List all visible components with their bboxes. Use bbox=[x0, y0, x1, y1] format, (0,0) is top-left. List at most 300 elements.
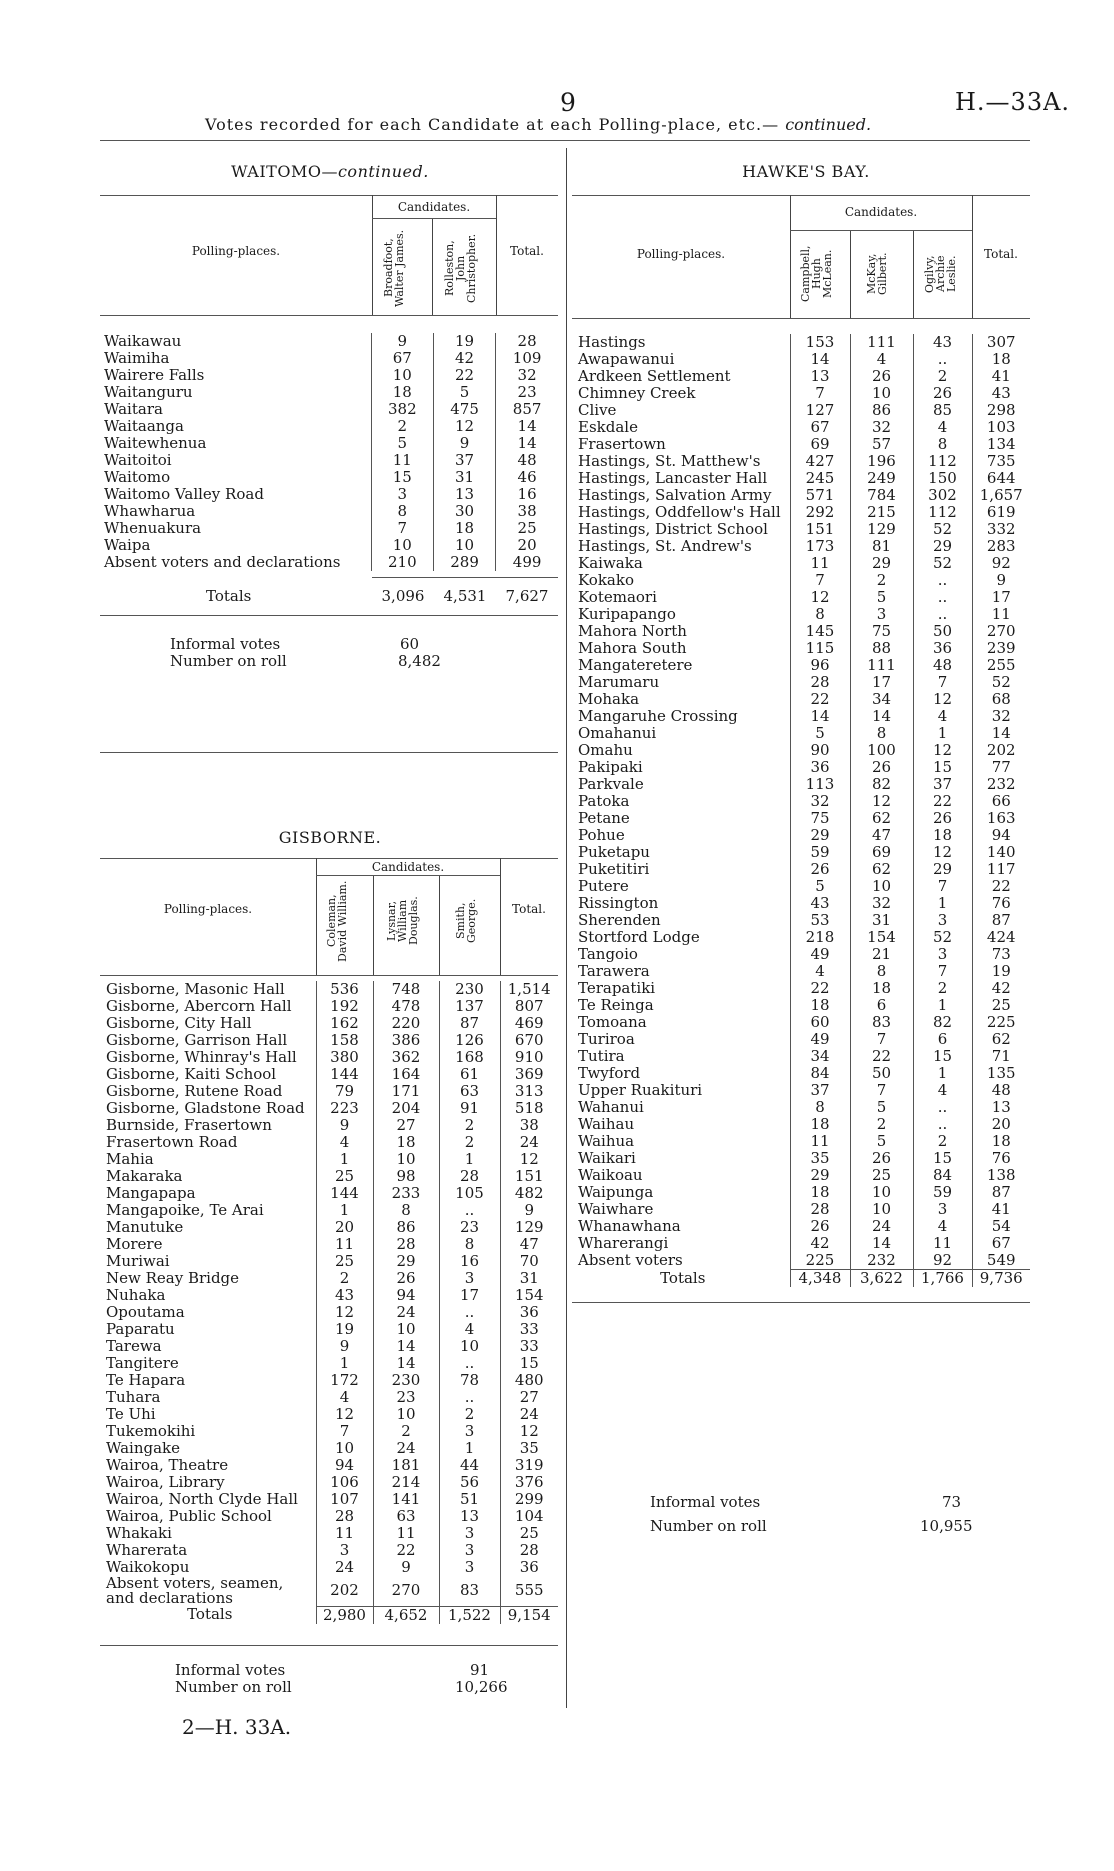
hawkes-place-name: Puketitiri bbox=[578, 860, 650, 878]
hawkes-votes-c1: 5 bbox=[790, 878, 850, 895]
gisborne-row-total: 807 bbox=[500, 998, 558, 1015]
gisborne-place-name: Wairoa, Theatre bbox=[106, 1456, 229, 1474]
gisborne-votes-c3: 56 bbox=[439, 1474, 500, 1491]
gisborne-votes-c3: .. bbox=[439, 1355, 500, 1372]
waitomo-votes-c2: 42 bbox=[433, 350, 495, 367]
waitomo-polling-label: Polling-places. bbox=[191, 244, 281, 258]
gisborne-votes-c3: 23 bbox=[439, 1219, 500, 1236]
hawkes-row-total: 117 bbox=[972, 861, 1030, 878]
waitomo-row-total: 32 bbox=[496, 367, 558, 384]
hawkes-place-name: Mangaruhe Crossing bbox=[578, 707, 738, 725]
table-row bbox=[102, 452, 558, 469]
gisborne-votes-c2: 171 bbox=[373, 1083, 439, 1100]
gisborne-votes-c2: 63 bbox=[373, 1508, 439, 1525]
hawkes-votes-c1: 7 bbox=[790, 385, 850, 402]
hawkes-place-name: Marumaru bbox=[578, 673, 660, 691]
hawkes-votes-c1: 245 bbox=[790, 470, 850, 487]
waitomo-place-name: Absent voters and declarations bbox=[104, 553, 341, 571]
table-row bbox=[576, 453, 1030, 470]
gisborne-votes-c2: 10 bbox=[373, 1406, 439, 1423]
table-row bbox=[576, 878, 1030, 895]
gisborne-votes-c1: 11 bbox=[316, 1236, 373, 1253]
gisborne-votes-c2: 11 bbox=[373, 1525, 439, 1542]
hawkes-row-total: 255 bbox=[972, 657, 1030, 674]
hawkes-votes-c2: 10 bbox=[850, 1184, 913, 1201]
table-row bbox=[104, 1542, 558, 1559]
hawkes-votes-c3: 3 bbox=[913, 946, 972, 963]
gisborne-votes-c3: 105 bbox=[439, 1185, 500, 1202]
table-row bbox=[576, 1082, 1030, 1099]
gisborne-place-name: Manutuke bbox=[106, 1218, 184, 1236]
gisborne-votes-c2: 24 bbox=[373, 1304, 439, 1321]
waitomo-place-name: Waitanguru bbox=[104, 383, 193, 401]
table-row bbox=[576, 368, 1030, 385]
hawkes-place-name: Tangoio bbox=[578, 945, 638, 963]
waitomo-row-total: 16 bbox=[496, 486, 558, 503]
hawkes-row-total: 735 bbox=[972, 453, 1030, 470]
gisborne-row-total: 15 bbox=[500, 1355, 558, 1372]
hawkes-votes-c1: 7 bbox=[790, 572, 850, 589]
hawkes-place-name: Terapatiki bbox=[578, 979, 656, 997]
table-row bbox=[104, 1083, 558, 1100]
hawkes-votes-c2: 24 bbox=[850, 1218, 913, 1235]
waitomo-votes-c1: 18 bbox=[371, 384, 433, 401]
table-row bbox=[102, 486, 558, 503]
table-row bbox=[104, 1066, 558, 1083]
hawkes-votes-c2: 12 bbox=[850, 793, 913, 810]
hawkes-votes-c3: 4 bbox=[913, 419, 972, 436]
gisborne-place-name: Tukemokihi bbox=[106, 1422, 196, 1440]
hawkes-row-total: 41 bbox=[972, 1201, 1030, 1218]
table-row bbox=[576, 1116, 1030, 1133]
gisborne-votes-c2: 14 bbox=[373, 1338, 439, 1355]
hawkes-row-total: 52 bbox=[972, 674, 1030, 691]
table-row bbox=[576, 861, 1030, 878]
gisborne-place-name: Gisborne, Gladstone Road bbox=[106, 1099, 305, 1117]
gisborne-votes-c1: 28 bbox=[316, 1508, 373, 1525]
gisborne-row-total: 469 bbox=[500, 1015, 558, 1032]
waitomo-header-bottom bbox=[100, 315, 558, 316]
gisborne-place-name: Gisborne, Whinray's Hall bbox=[106, 1048, 297, 1066]
table-row bbox=[104, 1134, 558, 1151]
hawkes-votes-c1: 5 bbox=[790, 725, 850, 742]
gisborne-totals-row bbox=[104, 1606, 558, 1624]
gisborne-votes-c3: 17 bbox=[439, 1287, 500, 1304]
hawkes-row-total: 232 bbox=[972, 776, 1030, 793]
hawkes-votes-c1: 90 bbox=[790, 742, 850, 759]
hawkes-place-name: Wahanui bbox=[578, 1098, 644, 1116]
hawkes-votes-c3: 1 bbox=[913, 725, 972, 742]
waitomo-votes-c1: 9 bbox=[371, 333, 433, 350]
gisborne-place-name: Mangapapa bbox=[106, 1184, 196, 1202]
waitomo-row-total: 38 bbox=[496, 503, 558, 520]
hawkes-informal-value: 73 bbox=[942, 1493, 962, 1511]
table-row bbox=[576, 1167, 1030, 1184]
waitomo-votes-c2: 22 bbox=[433, 367, 495, 384]
table-row bbox=[576, 776, 1030, 793]
gisborne-votes-c1: 12 bbox=[316, 1406, 373, 1423]
hawkes-votes-c1: 14 bbox=[790, 351, 850, 368]
hawkes-votes-c3: 112 bbox=[913, 504, 972, 521]
hawkes-votes-c2: 22 bbox=[850, 1048, 913, 1065]
table-row bbox=[576, 1184, 1030, 1201]
hawkes-votes-c3: 59 bbox=[913, 1184, 972, 1201]
hawkes-vl2 bbox=[850, 230, 851, 318]
hawkes-place-name: Petane bbox=[578, 809, 630, 827]
table-row bbox=[104, 1253, 558, 1270]
gisborne-votes-c1: 10 bbox=[316, 1440, 373, 1457]
hawkes-votes-c1: 59 bbox=[790, 844, 850, 861]
waitomo-header-top bbox=[100, 195, 558, 196]
hawkes-votes-c1: 22 bbox=[790, 691, 850, 708]
gisborne-roll-value: 10,266 bbox=[455, 1678, 508, 1696]
table-row bbox=[576, 436, 1030, 453]
table-row bbox=[576, 1252, 1030, 1270]
gisborne-row-total: 129 bbox=[500, 1219, 558, 1236]
table-row bbox=[102, 469, 558, 486]
hawkes-place-name: Mahora North bbox=[578, 622, 687, 640]
table-row bbox=[576, 1218, 1030, 1235]
hawkes-row-total: 32 bbox=[972, 708, 1030, 725]
gisborne-votes-c2: 141 bbox=[373, 1491, 439, 1508]
table-row bbox=[576, 810, 1030, 827]
gisborne-vl2 bbox=[373, 875, 374, 975]
hawkes-row-total: 9 bbox=[972, 572, 1030, 589]
table-row bbox=[104, 1117, 558, 1134]
gisborne-votes-c3: 2 bbox=[439, 1134, 500, 1151]
table-row bbox=[576, 725, 1030, 742]
table-row bbox=[576, 759, 1030, 776]
gisborne-place-name: Frasertown Road bbox=[106, 1133, 238, 1151]
hawkes-place-name: Kuripapango bbox=[578, 605, 676, 623]
hawkes-place-name: Te Reinga bbox=[578, 996, 654, 1014]
hawkes-votes-c2: 215 bbox=[850, 504, 913, 521]
hawkes-candidate-1: Campbell, Hugh McLean. bbox=[799, 245, 834, 303]
waitomo-votes-c2: 12 bbox=[433, 418, 495, 435]
hawkes-votes-c1: 75 bbox=[790, 810, 850, 827]
hawkes-votes-c1: 14 bbox=[790, 708, 850, 725]
hawkes-place-name: Hastings, Oddfellow's Hall bbox=[578, 503, 781, 521]
table-row bbox=[576, 589, 1030, 606]
waitomo-place-name: Waitewhenua bbox=[104, 434, 207, 452]
hawkes-total-c1: 4,348 bbox=[790, 1270, 850, 1288]
hawkes-row-total: 18 bbox=[972, 1133, 1030, 1150]
page-number: 9 bbox=[560, 88, 576, 117]
gisborne-votes-c3: 91 bbox=[439, 1100, 500, 1117]
hawkes-votes-c3: 37 bbox=[913, 776, 972, 793]
waitomo-informal-value: 60 bbox=[400, 635, 420, 653]
gisborne-votes-c3: 126 bbox=[439, 1032, 500, 1049]
table-row bbox=[104, 1338, 558, 1355]
hawkes-row-total: 76 bbox=[972, 1150, 1030, 1167]
gisborne-votes-c2: 98 bbox=[373, 1168, 439, 1185]
gisborne-place-name: Gisborne, Rutene Road bbox=[106, 1082, 283, 1100]
hawkes-cand-rule bbox=[790, 230, 972, 231]
hawkes-votes-c1: 36 bbox=[790, 759, 850, 776]
gisborne-votes-c2: 164 bbox=[373, 1066, 439, 1083]
hawkes-place-name: Waihua bbox=[578, 1132, 635, 1150]
gisborne-votes-c2: 86 bbox=[373, 1219, 439, 1236]
hawkes-votes-c3: 29 bbox=[913, 861, 972, 878]
hawkes-place-name: Kaiwaka bbox=[578, 554, 643, 572]
waitomo-votes-c2: 475 bbox=[433, 401, 495, 418]
gisborne-votes-c1: 7 bbox=[316, 1423, 373, 1440]
waitomo-table bbox=[102, 333, 558, 571]
hawkes-place-name: Pakipaki bbox=[578, 758, 643, 776]
table-row bbox=[576, 1014, 1030, 1031]
table-row bbox=[104, 1100, 558, 1117]
gisborne-votes-c1: 9 bbox=[316, 1117, 373, 1134]
hawkes-row-total: 54 bbox=[972, 1218, 1030, 1235]
gisborne-place-name: Gisborne, Masonic Hall bbox=[106, 980, 285, 998]
gisborne-votes-c3: 1 bbox=[439, 1151, 500, 1168]
hawkes-place-name: Wharerangi bbox=[578, 1234, 669, 1252]
gisborne-votes-c1: 43 bbox=[316, 1287, 373, 1304]
hawkes-votes-c2: 7 bbox=[850, 1031, 913, 1048]
hawkes-votes-c2: 31 bbox=[850, 912, 913, 929]
gisborne-votes-c3: 78 bbox=[439, 1372, 500, 1389]
table-row bbox=[576, 742, 1030, 759]
hawkes-votes-c3: 15 bbox=[913, 759, 972, 776]
waitomo-votes-c1: 8 bbox=[371, 503, 433, 520]
table-row bbox=[576, 640, 1030, 657]
hawkes-row-total: 71 bbox=[972, 1048, 1030, 1065]
gisborne-votes-c1: 172 bbox=[316, 1372, 373, 1389]
gisborne-row-total: 12 bbox=[500, 1151, 558, 1168]
table-row bbox=[104, 1032, 558, 1049]
table-row bbox=[104, 1406, 558, 1423]
hawkes-votes-c1: 4 bbox=[790, 963, 850, 980]
hawkes-votes-c1: 115 bbox=[790, 640, 850, 657]
hawkes-votes-c2: 10 bbox=[850, 1201, 913, 1218]
table-row bbox=[104, 1440, 558, 1457]
table-row bbox=[576, 470, 1030, 487]
hawkes-votes-c1: 49 bbox=[790, 946, 850, 963]
running-title bbox=[205, 115, 871, 134]
waitomo-row-total: 48 bbox=[496, 452, 558, 469]
waitomo-candidates-label: Candidates. bbox=[397, 200, 471, 214]
hawkes-row-total: 48 bbox=[972, 1082, 1030, 1099]
table-row bbox=[576, 793, 1030, 810]
table-row bbox=[576, 623, 1030, 640]
hawkes-votes-c2: 5 bbox=[850, 1099, 913, 1116]
table-row bbox=[576, 963, 1030, 980]
hawkes-candidate-3: Ogilvy, Archie Leslie. bbox=[923, 255, 958, 293]
gisborne-votes-c1: 107 bbox=[316, 1491, 373, 1508]
gisborne-informal-label: Informal votes bbox=[175, 1661, 286, 1679]
hawkes-place-name: Upper Ruakituri bbox=[578, 1081, 703, 1099]
gisborne-row-total: 482 bbox=[500, 1185, 558, 1202]
gisborne-votes-c3: 44 bbox=[439, 1457, 500, 1474]
gisborne-votes-c2: 28 bbox=[373, 1236, 439, 1253]
gisborne-place-name: Waikokopu bbox=[106, 1558, 190, 1576]
waitomo-total-all: 7,627 bbox=[505, 587, 549, 605]
waitomo-total-c1: 3,096 bbox=[381, 587, 425, 605]
waitomo-total-label: Total. bbox=[510, 244, 544, 258]
table-row bbox=[102, 333, 558, 350]
hawkes-votes-c2: 7 bbox=[850, 1082, 913, 1099]
gisborne-row-total: 47 bbox=[500, 1236, 558, 1253]
gisborne-place-name: Wairoa, Library bbox=[106, 1473, 225, 1491]
table-row bbox=[104, 998, 558, 1015]
hawkes-votes-c2: 10 bbox=[850, 878, 913, 895]
hawkes-row-total: 202 bbox=[972, 742, 1030, 759]
gisborne-row-total: 1,514 bbox=[500, 981, 558, 998]
hawkes-votes-c3: 12 bbox=[913, 844, 972, 861]
gisborne-place-name: Burnside, Frasertown bbox=[106, 1116, 272, 1134]
hawkes-votes-c3: 112 bbox=[913, 453, 972, 470]
gisborne-total-c2: 4,652 bbox=[373, 1606, 439, 1624]
gisborne-votes-c1: 380 bbox=[316, 1049, 373, 1066]
hawkes-place-name: Puketapu bbox=[578, 843, 650, 861]
waitomo-votes-c2: 30 bbox=[433, 503, 495, 520]
gisborne-place-name: Muriwai bbox=[106, 1252, 170, 1270]
table-row bbox=[104, 1457, 558, 1474]
waitomo-votes-c1: 7 bbox=[371, 520, 433, 537]
hawkes-place-name: Sherenden bbox=[578, 911, 661, 929]
table-row bbox=[102, 367, 558, 384]
gisborne-polling-label: Polling-places. bbox=[163, 902, 253, 916]
hawkes-row-total: 307 bbox=[972, 334, 1030, 351]
gisborne-votes-c3: 61 bbox=[439, 1066, 500, 1083]
hawkes-row-total: 19 bbox=[972, 963, 1030, 980]
hawkes-row-total: 103 bbox=[972, 419, 1030, 436]
hawkes-votes-c3: 48 bbox=[913, 657, 972, 674]
gisborne-row-total: 376 bbox=[500, 1474, 558, 1491]
gisborne-place-name: Opoutama bbox=[106, 1303, 185, 1321]
hawkes-votes-c3: 3 bbox=[913, 1201, 972, 1218]
hawkes-votes-c3: 4 bbox=[913, 1218, 972, 1235]
hawkes-row-total: 138 bbox=[972, 1167, 1030, 1184]
gisborne-votes-c1: 94 bbox=[316, 1457, 373, 1474]
gisborne-row-total: 518 bbox=[500, 1100, 558, 1117]
hawkes-votes-c1: 8 bbox=[790, 606, 850, 623]
hawkes-votes-c3: 50 bbox=[913, 623, 972, 640]
gisborne-votes-c3: 13 bbox=[439, 1508, 500, 1525]
table-row bbox=[576, 385, 1030, 402]
hawkes-place-name: Tarawera bbox=[578, 962, 650, 980]
hawkes-row-total: 270 bbox=[972, 623, 1030, 640]
hawkes-row-total: 644 bbox=[972, 470, 1030, 487]
hawkes-row-total: 18 bbox=[972, 351, 1030, 368]
hawkes-place-name: Waikoau bbox=[578, 1166, 643, 1184]
gisborne-votes-c1: 12 bbox=[316, 1304, 373, 1321]
gisborne-votes-c3: 10 bbox=[439, 1338, 500, 1355]
gisborne-row-total: 33 bbox=[500, 1338, 558, 1355]
hawkes-votes-c2: 21 bbox=[850, 946, 913, 963]
waitomo-cand-rule bbox=[372, 218, 496, 219]
hawkes-bay-table bbox=[576, 334, 1030, 1287]
hawkes-place-name: Tomoana bbox=[578, 1013, 647, 1031]
hawkes-votes-c2: 17 bbox=[850, 674, 913, 691]
table-row bbox=[102, 384, 558, 401]
gisborne-votes-c1: 144 bbox=[316, 1066, 373, 1083]
hawkes-row-total: 66 bbox=[972, 793, 1030, 810]
hawkes-row-total: 41 bbox=[972, 368, 1030, 385]
hawkes-votes-c1: 22 bbox=[790, 980, 850, 997]
hawkes-votes-c3: 18 bbox=[913, 827, 972, 844]
hawkes-place-name: Whanawhana bbox=[578, 1217, 681, 1235]
hawkes-votes-c2: 32 bbox=[850, 895, 913, 912]
table-row bbox=[104, 1525, 558, 1542]
hawkes-votes-c1: 26 bbox=[790, 861, 850, 878]
hawkes-votes-c1: 11 bbox=[790, 1133, 850, 1150]
hawkes-votes-c2: 100 bbox=[850, 742, 913, 759]
gisborne-votes-c1: 2 bbox=[316, 1270, 373, 1287]
hawkes-place-name: Awapawanui bbox=[578, 350, 675, 368]
hawkes-votes-c2: 26 bbox=[850, 759, 913, 776]
gisborne-row-total: 33 bbox=[500, 1321, 558, 1338]
gisborne-votes-c3: 63 bbox=[439, 1083, 500, 1100]
gisborne-votes-c2: 478 bbox=[373, 998, 439, 1015]
gisborne-votes-c1: 19 bbox=[316, 1321, 373, 1338]
hawkes-votes-c2: 29 bbox=[850, 555, 913, 572]
gisborne-row-total: 154 bbox=[500, 1287, 558, 1304]
hawkes-votes-c2: 111 bbox=[850, 334, 913, 351]
table-row bbox=[576, 827, 1030, 844]
table-row bbox=[102, 503, 558, 520]
gisborne-candidate-3: Smith, George. bbox=[454, 898, 478, 944]
waitomo-end-rule bbox=[100, 752, 558, 753]
running-title-text: Votes recorded for each Candidate at each Polling-place, etc.— bbox=[205, 115, 780, 134]
table-row bbox=[104, 1270, 558, 1287]
waitomo-roll-label: Number on roll bbox=[170, 652, 287, 670]
hawkes-place-name: Stortford Lodge bbox=[578, 928, 700, 946]
hawkes-row-total: 20 bbox=[972, 1116, 1030, 1133]
gisborne-votes-c1: 4 bbox=[316, 1134, 373, 1151]
gisborne-row-total: 36 bbox=[500, 1304, 558, 1321]
gisborne-place-name: Wairoa, Public School bbox=[106, 1507, 272, 1525]
gisborne-votes-c2: 233 bbox=[373, 1185, 439, 1202]
hawkes-votes-c3: 26 bbox=[913, 810, 972, 827]
table-row bbox=[576, 929, 1030, 946]
hawkes-votes-c2: 4 bbox=[850, 351, 913, 368]
gisborne-votes-c1: 25 bbox=[316, 1168, 373, 1185]
gisborne-row-total: 25 bbox=[500, 1525, 558, 1542]
hawkes-votes-c3: 1 bbox=[913, 1065, 972, 1082]
gisborne-row-total: 36 bbox=[500, 1559, 558, 1576]
hawkes-place-name: Hastings, St. Matthew's bbox=[578, 452, 761, 470]
hawkes-votes-c2: 57 bbox=[850, 436, 913, 453]
hawkes-votes-c1: 18 bbox=[790, 997, 850, 1014]
hawkes-place-name: Eskdale bbox=[578, 418, 638, 436]
gisborne-cand-rule bbox=[316, 875, 500, 876]
waitomo-row-total: 109 bbox=[496, 350, 558, 367]
hawkes-place-name: Parkvale bbox=[578, 775, 644, 793]
hawkes-votes-c1: 29 bbox=[790, 827, 850, 844]
gisborne-row-total: 104 bbox=[500, 1508, 558, 1525]
table-row bbox=[102, 418, 558, 435]
hawkes-place-name: Omahu bbox=[578, 741, 633, 759]
hawkes-votes-c2: 88 bbox=[850, 640, 913, 657]
gisborne-votes-c2: 220 bbox=[373, 1015, 439, 1032]
waitomo-total-c2: 4,531 bbox=[443, 587, 487, 605]
hawkes-votes-c3: 1 bbox=[913, 997, 972, 1014]
gisborne-header-bottom bbox=[100, 975, 558, 976]
waitomo-row-total: 14 bbox=[496, 418, 558, 435]
hawkes-votes-c2: 75 bbox=[850, 623, 913, 640]
gisborne-votes-c2: 24 bbox=[373, 1440, 439, 1457]
hawkes-place-name: Rissington bbox=[578, 894, 659, 912]
hawkes-total-c3: 1,766 bbox=[913, 1270, 972, 1288]
gisborne-votes-c3: .. bbox=[439, 1304, 500, 1321]
gisborne-row-total: 369 bbox=[500, 1066, 558, 1083]
gisborne-votes-c1: 223 bbox=[316, 1100, 373, 1117]
gisborne-place-name: Gisborne, Kaiti School bbox=[106, 1065, 277, 1083]
table-row bbox=[576, 1133, 1030, 1150]
table-row bbox=[576, 572, 1030, 589]
table-row bbox=[576, 1031, 1030, 1048]
